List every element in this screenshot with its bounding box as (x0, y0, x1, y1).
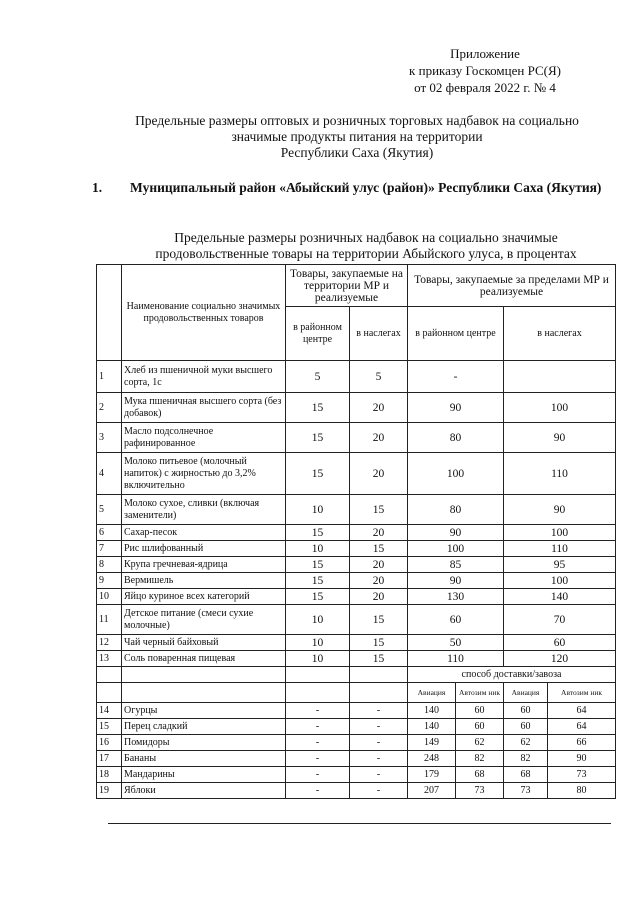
outside-center-header: в районном центре (408, 307, 504, 361)
goods-name-header: Наименование социально значимых продовольственных товаров (122, 265, 286, 361)
table-row (97, 557, 616, 573)
row-number: 14 (97, 703, 122, 719)
value-auto-nasleg: 80 (548, 783, 616, 799)
table-caption (118, 230, 614, 262)
value-inside-nasleg: 20 (350, 589, 408, 605)
value-inside-center: 15 (286, 393, 350, 423)
value-outside-nasleg: 110 (504, 541, 616, 557)
value-inside-center: 15 (286, 573, 350, 589)
inside-center-header: в районном центре (286, 307, 350, 361)
value-outside-center: 130 (408, 589, 504, 605)
outside-nasleg-header: в наслегах (504, 307, 616, 361)
value-inside-nasleg: 20 (350, 573, 408, 589)
value-inside-nasleg: - (350, 735, 408, 751)
value-inside-nasleg: 15 (350, 495, 408, 525)
goods-name: Чай черный байховый (122, 635, 286, 651)
row-number: 18 (97, 767, 122, 783)
title-line: значимые продукты питания на территории (231, 129, 483, 144)
value-aviation-center: 207 (408, 783, 456, 799)
value-outside-nasleg (504, 361, 616, 393)
value-aviation-nasleg: 60 (504, 719, 548, 735)
row-number: 2 (97, 393, 122, 423)
table-row (97, 783, 616, 799)
value-outside-center: 80 (408, 423, 504, 453)
value-outside-center: - (408, 361, 504, 393)
title-line: Республики Саха (Якутия) (280, 145, 434, 160)
value-outside-nasleg: 100 (504, 573, 616, 589)
value-auto-nasleg: 64 (548, 719, 616, 735)
table-row (97, 719, 616, 735)
value-inside-center: - (286, 703, 350, 719)
caption-line: Предельные размеры розничных надбавок на социально значимые (174, 230, 558, 245)
row-number: 16 (97, 735, 122, 751)
title-line: Предельные размеры оптовых и розничных торговых надбавок на социально (135, 113, 579, 128)
value-aviation-center: 179 (408, 767, 456, 783)
value-inside-center: 15 (286, 589, 350, 605)
value-outside-nasleg: 95 (504, 557, 616, 573)
value-aviation-center: 140 (408, 719, 456, 735)
value-aviation-center: 248 (408, 751, 456, 767)
value-aviation-center: 149 (408, 735, 456, 751)
row-number: 19 (97, 783, 122, 799)
table-row (97, 573, 616, 589)
goods-name: Молоко сухое, сливки (включая заменители) (122, 495, 286, 525)
empty-cell (97, 683, 122, 703)
empty-cell (122, 667, 286, 683)
row-number: 4 (97, 453, 122, 495)
markup-table (96, 264, 616, 799)
delivery-method-label: способ доставки/завоза (408, 667, 616, 683)
section-text: Муниципальный район «Абыйский улус (район)» Республики Саха (Якутия) (130, 180, 602, 195)
document-title (98, 113, 616, 161)
goods-name: Яблоки (122, 783, 286, 799)
section-number: 1. (92, 180, 103, 195)
value-inside-center: - (286, 783, 350, 799)
table-row (97, 767, 616, 783)
value-inside-center: 15 (286, 423, 350, 453)
table-row (97, 635, 616, 651)
table-row (97, 393, 616, 423)
value-inside-center: 10 (286, 495, 350, 525)
value-inside-center: - (286, 719, 350, 735)
value-inside-center: - (286, 735, 350, 751)
row-number: 1 (97, 361, 122, 393)
goods-name: Перец сладкий (122, 719, 286, 735)
value-inside-nasleg: - (350, 703, 408, 719)
value-inside-nasleg: 15 (350, 635, 408, 651)
row-number: 11 (97, 605, 122, 635)
caption-line: продовольственные товары на территории Абыйского улуса, в процентах (155, 246, 577, 261)
value-inside-nasleg: - (350, 751, 408, 767)
value-auto-nasleg: 66 (548, 735, 616, 751)
value-inside-center: - (286, 767, 350, 783)
goods-name: Молоко питьевое (молочный напиток) с жирностью до 3,2% включительно (122, 453, 286, 495)
empty-cell (122, 683, 286, 703)
value-inside-nasleg: 20 (350, 557, 408, 573)
value-inside-center: 15 (286, 453, 350, 495)
table-row (97, 651, 616, 667)
table-row (97, 495, 616, 525)
value-auto-nasleg: 64 (548, 703, 616, 719)
outside-header: Товары, закупаемые за пределами МР и реализуемые (408, 265, 616, 307)
value-outside-nasleg: 110 (504, 453, 616, 495)
value-outside-center: 100 (408, 453, 504, 495)
value-aviation-nasleg: 82 (504, 751, 548, 767)
goods-name: Соль поваренная пищевая (122, 651, 286, 667)
table-row (97, 361, 616, 393)
row-number: 12 (97, 635, 122, 651)
value-outside-center: 60 (408, 605, 504, 635)
row-number: 15 (97, 719, 122, 735)
value-inside-nasleg: 15 (350, 605, 408, 635)
value-auto-center: 62 (456, 735, 504, 751)
value-outside-nasleg: 140 (504, 589, 616, 605)
row-number: 9 (97, 573, 122, 589)
goods-name: Помидоры (122, 735, 286, 751)
inside-nasleg-header: в наслегах (350, 307, 408, 361)
row-number: 6 (97, 525, 122, 541)
value-outside-center: 90 (408, 573, 504, 589)
value-inside-center: 10 (286, 605, 350, 635)
delivery-aviation-nasleg: Авиация (504, 683, 548, 703)
value-outside-center: 80 (408, 495, 504, 525)
table-row (97, 735, 616, 751)
value-inside-nasleg: 20 (350, 393, 408, 423)
value-inside-center: 10 (286, 541, 350, 557)
bottom-rule (108, 823, 611, 824)
goods-name: Вермишель (122, 573, 286, 589)
table-row (97, 751, 616, 767)
row-number: 8 (97, 557, 122, 573)
delivery-auto-center: Автозим ник (456, 683, 504, 703)
goods-name: Сахар-песок (122, 525, 286, 541)
goods-name: Масло подсолнечное рафинированное (122, 423, 286, 453)
goods-name: Бананы (122, 751, 286, 767)
value-outside-center: 50 (408, 635, 504, 651)
value-inside-nasleg: 15 (350, 541, 408, 557)
value-aviation-nasleg: 62 (504, 735, 548, 751)
value-inside-nasleg: 20 (350, 423, 408, 453)
empty-cell (350, 667, 408, 683)
value-inside-nasleg: - (350, 783, 408, 799)
value-outside-center: 100 (408, 541, 504, 557)
goods-name: Рис шлифованный (122, 541, 286, 557)
value-outside-center: 85 (408, 557, 504, 573)
goods-name: Огурцы (122, 703, 286, 719)
delivery-label-row (97, 667, 616, 683)
value-inside-nasleg: - (350, 767, 408, 783)
table-row (97, 525, 616, 541)
value-aviation-nasleg: 73 (504, 783, 548, 799)
goods-name: Мандарины (122, 767, 286, 783)
value-auto-center: 60 (456, 719, 504, 735)
value-aviation-center: 140 (408, 703, 456, 719)
table-row (97, 453, 616, 495)
value-auto-center: 82 (456, 751, 504, 767)
value-auto-nasleg: 73 (548, 767, 616, 783)
value-inside-nasleg: 5 (350, 361, 408, 393)
value-inside-center: 15 (286, 525, 350, 541)
goods-name: Мука пшеничная высшего сорта (без добавок) (122, 393, 286, 423)
empty-cell (97, 667, 122, 683)
value-auto-nasleg: 90 (548, 751, 616, 767)
delivery-subheader-row (97, 683, 616, 703)
goods-name: Хлеб из пшеничной муки высшего сорта, 1с (122, 361, 286, 393)
value-outside-nasleg: 90 (504, 495, 616, 525)
table-header-row (97, 265, 616, 307)
inside-header: Товары, закупаемые на территории МР и реализуемые (286, 265, 408, 307)
empty-cell (350, 683, 408, 703)
value-inside-center: 15 (286, 557, 350, 573)
value-outside-nasleg: 70 (504, 605, 616, 635)
number-header-cell (97, 265, 122, 361)
order-date: от 02 февраля 2022 г. № 4 (414, 80, 556, 95)
table-row (97, 589, 616, 605)
value-outside-nasleg: 100 (504, 525, 616, 541)
value-inside-nasleg: 20 (350, 525, 408, 541)
value-auto-center: 73 (456, 783, 504, 799)
value-aviation-nasleg: 68 (504, 767, 548, 783)
value-outside-center: 90 (408, 525, 504, 541)
row-number: 17 (97, 751, 122, 767)
order-reference: к приказу Госкомцен РС(Я) (409, 63, 561, 78)
row-number: 13 (97, 651, 122, 667)
empty-cell (286, 683, 350, 703)
value-inside-nasleg: - (350, 719, 408, 735)
value-inside-nasleg: 20 (350, 453, 408, 495)
goods-name: Крупа гречневая-ядрица (122, 557, 286, 573)
table-row (97, 605, 616, 635)
table-row (97, 423, 616, 453)
value-inside-center: 5 (286, 361, 350, 393)
appendix-label: Приложение (450, 46, 520, 61)
value-inside-nasleg: 15 (350, 651, 408, 667)
table-row (97, 541, 616, 557)
row-number: 3 (97, 423, 122, 453)
goods-name: Яйцо куриное всех категорий (122, 589, 286, 605)
delivery-auto-nasleg: Автозим ник (548, 683, 616, 703)
value-aviation-nasleg: 60 (504, 703, 548, 719)
value-auto-center: 68 (456, 767, 504, 783)
row-number: 10 (97, 589, 122, 605)
value-inside-center: - (286, 751, 350, 767)
value-outside-nasleg: 90 (504, 423, 616, 453)
delivery-aviation-center: Авиация (408, 683, 456, 703)
value-outside-nasleg: 120 (504, 651, 616, 667)
value-inside-center: 10 (286, 635, 350, 651)
value-outside-nasleg: 60 (504, 635, 616, 651)
value-outside-nasleg: 100 (504, 393, 616, 423)
row-number: 5 (97, 495, 122, 525)
value-auto-center: 60 (456, 703, 504, 719)
table-row (97, 703, 616, 719)
section-heading (92, 180, 612, 196)
value-outside-center: 90 (408, 393, 504, 423)
value-inside-center: 10 (286, 651, 350, 667)
empty-cell (286, 667, 350, 683)
value-outside-center: 110 (408, 651, 504, 667)
row-number: 7 (97, 541, 122, 557)
goods-name: Детское питание (смеси сухие молочные) (122, 605, 286, 635)
